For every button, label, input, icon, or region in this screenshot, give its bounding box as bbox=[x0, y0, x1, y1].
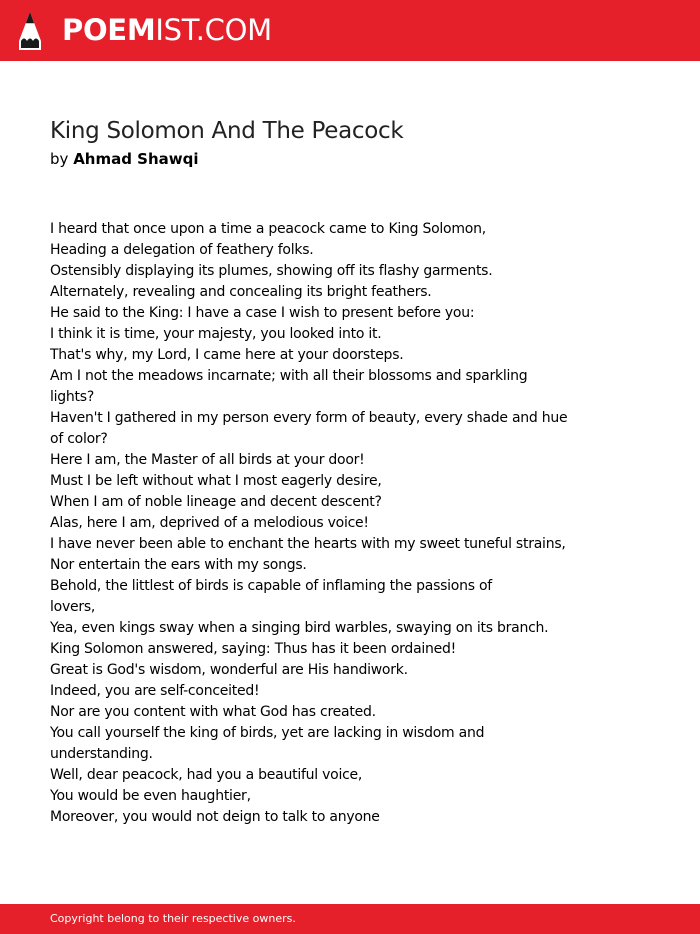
poem-line: I heard that once upon a time a peacock came to King Solomon, bbox=[50, 221, 486, 237]
poem-line: He said to the King: I have a case I wish to present before you: bbox=[50, 305, 475, 321]
poem-line: Haven't I gathered in my person every form of beauty, every shade and hue bbox=[50, 410, 568, 426]
poem-line: Well, dear peacock, had you a beautiful voice, bbox=[50, 767, 363, 783]
poem-line: You would be even haughtier, bbox=[50, 788, 251, 804]
site-header bbox=[0, 0, 700, 61]
poem-line: Nor are you content with what God has created. bbox=[50, 704, 376, 720]
poem-body bbox=[50, 219, 610, 828]
site-logo[interactable] bbox=[62, 12, 272, 48]
poem-line: King Solomon answered, saying: Thus has it been ordained! bbox=[50, 641, 457, 657]
poem-line: That's why, my Lord, I came here at your doorsteps. bbox=[50, 347, 404, 363]
poem-line: Yea, even kings sway when a singing bird warbles, swaying on its branch. bbox=[50, 620, 549, 636]
poem-line: of color? bbox=[50, 431, 108, 447]
poem-line: lovers, bbox=[50, 599, 96, 615]
poem-line: Here I am, the Master of all birds at your door! bbox=[50, 452, 365, 468]
poem-line: You call yourself the king of birds, yet are lacking in wisdom and bbox=[50, 725, 485, 741]
poem-line: When I am of noble lineage and decent descent? bbox=[50, 494, 382, 510]
copyright-notice: Copyright belong to their respective owners. bbox=[50, 912, 296, 925]
poem-title: King Solomon And The Peacock bbox=[50, 118, 404, 144]
author-name: Ahmad Shawqi bbox=[73, 150, 199, 168]
poem-line: Nor entertain the ears with my songs. bbox=[50, 557, 307, 573]
poem-line: Am I not the meadows incarnate; with all their blossoms and sparkling bbox=[50, 368, 528, 384]
poem-line: lights? bbox=[50, 389, 95, 405]
pencil-tip-icon bbox=[18, 11, 42, 51]
poem-line: Heading a delegation of feathery folks. bbox=[50, 242, 314, 258]
poem-line: Moreover, you would not deign to talk to anyone bbox=[50, 809, 380, 825]
poem-line: Behold, the littlest of birds is capable of inflaming the passions of bbox=[50, 578, 492, 594]
poem-line: I have never been able to enchant the hearts with my sweet tuneful strains, bbox=[50, 536, 566, 552]
poem-line: Great is God's wisdom, wonderful are His handiwork. bbox=[50, 662, 408, 678]
poem-line: understanding. bbox=[50, 746, 153, 762]
site-footer bbox=[0, 904, 700, 934]
logo-bold-text: POEM bbox=[62, 13, 156, 47]
byline bbox=[50, 149, 199, 169]
poem-line: Ostensibly displaying its plumes, showing off its flashy garments. bbox=[50, 263, 493, 279]
poem-line: Indeed, you are self-conceited! bbox=[50, 683, 260, 699]
poem-line: Must I be left without what I most eagerly desire, bbox=[50, 473, 382, 489]
poem-line: Alternately, revealing and concealing its bright feathers. bbox=[50, 284, 432, 300]
poem-line: Alas, here I am, deprived of a melodious voice! bbox=[50, 515, 369, 531]
by-label: by bbox=[50, 150, 69, 168]
logo-light-text: IST.COM bbox=[155, 13, 272, 47]
poem-line: I think it is time, your majesty, you looked into it. bbox=[50, 326, 382, 342]
